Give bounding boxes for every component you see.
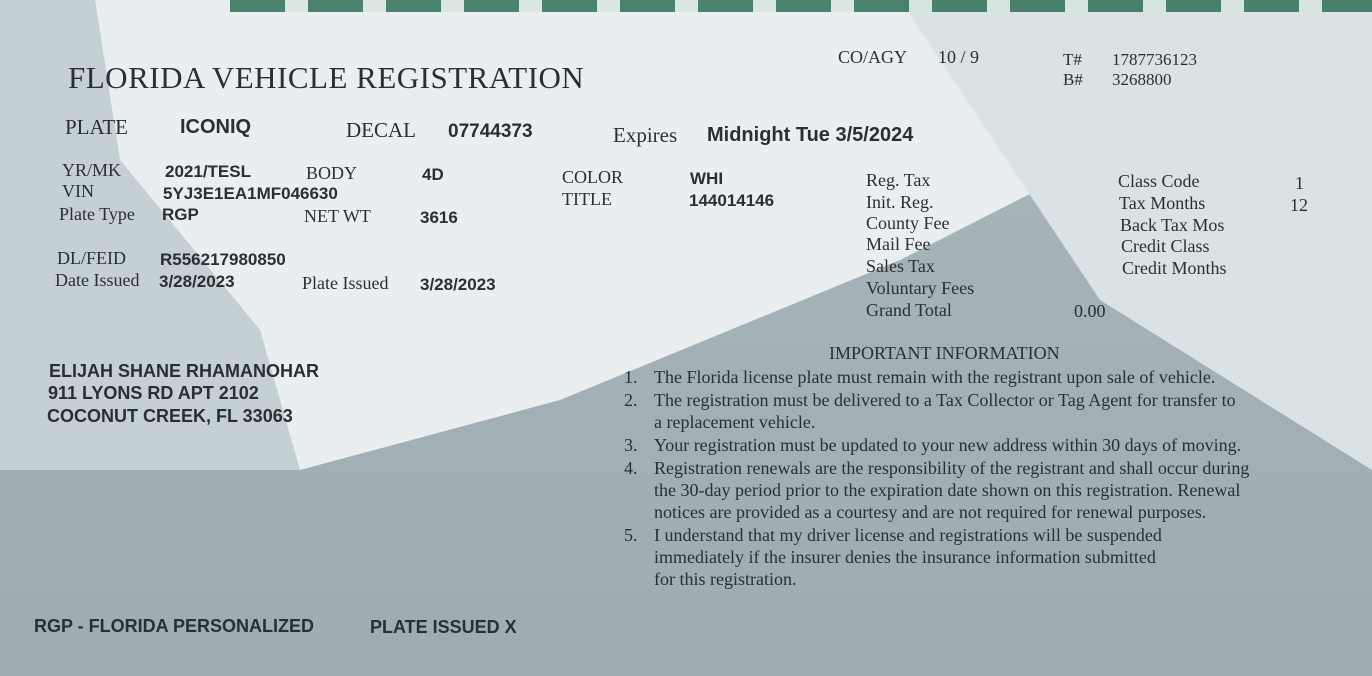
plate-value: ICONIQ [180,116,252,138]
net-wt-value: 3616 [420,208,458,227]
date-issued-label: Date Issued [55,270,140,290]
body-label: BODY [306,163,358,183]
grand-total-label: Grand Total [866,300,952,320]
owner-city: COCONUT CREEK, FL 33063 [47,406,293,426]
fee-reg-tax: Reg. Tax [866,170,931,190]
plate-type-label: Plate Type [59,204,135,224]
body-value: 4D [422,165,444,184]
co-agy-label: CO/AGY [838,47,908,67]
plate-type-value: RGP [162,205,199,224]
date-issued-value: 3/28/2023 [159,272,235,291]
class-code-value: 1 [1295,173,1304,193]
info-item-3: 3. Your registration must be updated to your new address within 30 days of moving. [624,435,1242,455]
vin-label: VIN [62,181,94,201]
net-wt-label: NET WT [304,206,371,226]
credit-class-label: Credit Class [1121,236,1210,256]
vin-value: 5YJ3E1EA1MF046630 [163,184,338,203]
important-info-list [620,366,1320,591]
b-number-value: 3268800 [1112,70,1172,89]
fee-init-reg: Init. Reg. [866,192,934,212]
co-agy-value: 10 / 9 [938,47,980,67]
decal-label: DECAL [346,118,416,142]
color-value: WHI [690,169,724,188]
expires-value: Midnight Tue 3/5/2024 [707,124,914,146]
b-number-label: B# [1063,70,1083,89]
info-item-1: 1. The Florida license plate must remain with the registrant upon sale of vehicle. [624,367,1216,387]
decal-value: 07744373 [448,121,533,142]
fee-sales-tax: Sales Tax [866,256,935,276]
tax-months-value: 12 [1290,195,1308,215]
t-number-label: T# [1063,50,1082,69]
plate-issued-value: 3/28/2023 [420,275,496,294]
expires-label: Expires [613,123,678,147]
plate-description: RGP - FLORIDA PERSONALIZED [34,616,315,636]
fee-mail: Mail Fee [866,234,931,254]
dl-feid-value: R556217980850 [160,250,286,269]
document-title: FLORIDA VEHICLE REGISTRATION [68,60,585,95]
owner-street: 911 LYONS RD APT 2102 [48,383,259,403]
title-value: 144014146 [689,191,775,210]
dl-feid-label: DL/FEID [57,248,126,268]
fee-voluntary: Voluntary Fees [866,278,975,298]
fee-county: County Fee [866,213,950,233]
color-label: COLOR [562,167,624,187]
back-tax-mos-label: Back Tax Mos [1120,215,1225,235]
info-item-5: 5. I understand that my driver license and registrations will be suspended immediately if the insurer denies the insurance information submitted for this registration. [624,525,1162,589]
yrmk-value: 2021/TESL [165,162,251,181]
plate-issued-label: Plate Issued [302,273,389,293]
title-label: TITLE [562,189,612,209]
info-item-4: 4. Registration renewals are the responsibility of the registrant and shall occur during the 30-day period prior to the expiration date shown on this registration. Renewal notices are provided as a courtesy and are not required for renewal purposes. [624,458,1250,522]
plate-issued-flag: PLATE ISSUED X [370,617,517,637]
plate-label: PLATE [65,115,128,139]
tax-months-label: Tax Months [1119,193,1206,213]
class-code-label: Class Code [1118,171,1200,191]
important-heading: IMPORTANT INFORMATION [829,343,1060,363]
t-number-value: 1787736123 [1112,50,1197,69]
info-item-2: 2. The registration must be delivered to a Tax Collector or Tag Agent for transfer to a replacement vehicle. [624,390,1236,432]
grand-total-value: 0.00 [1074,301,1106,321]
credit-months-label: Credit Months [1122,258,1227,278]
owner-name: ELIJAH SHANE RHAMANOHAR [49,361,320,381]
yrmk-label: YR/MK [62,160,122,180]
green-header-band [230,0,1372,12]
